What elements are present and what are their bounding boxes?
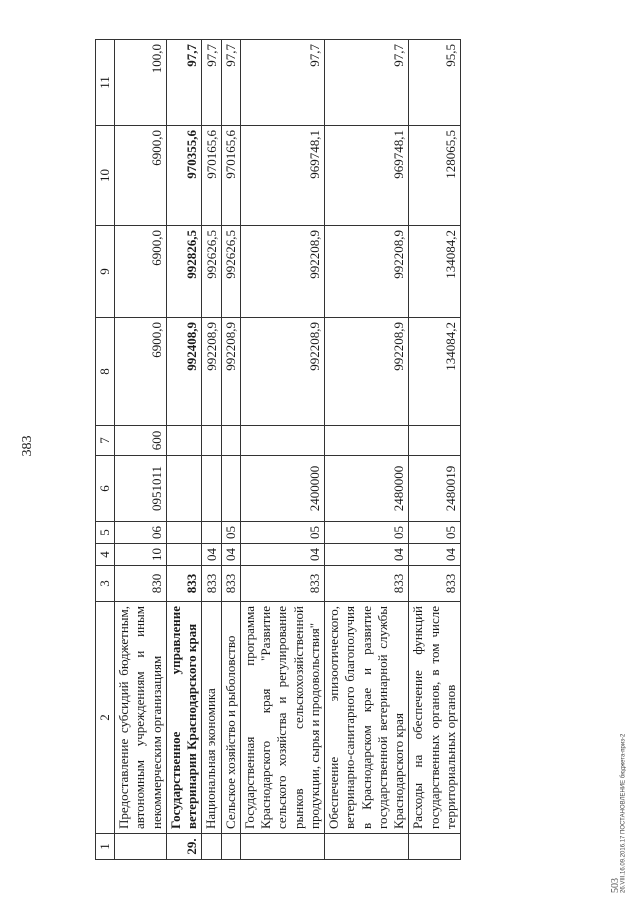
cell-col-6: 2480019: [409, 456, 461, 522]
cell-col-1: [221, 834, 240, 860]
table-body: [115, 40, 461, 860]
cell-col-11: 95,5: [409, 40, 461, 126]
cell-col-11: 97,7: [221, 40, 240, 126]
cell-col-3: 833: [409, 566, 461, 602]
cell-col-7: [325, 426, 409, 456]
cell-col-4: 04: [409, 544, 461, 566]
cell-col-1: [115, 834, 167, 860]
column-header-1: 1: [96, 834, 115, 860]
cell-col-1: [325, 834, 409, 860]
cell-col-5: 05: [409, 522, 461, 544]
cell-col-2: Сельское хозяйство и рыболовство: [221, 602, 240, 834]
cell-col-2: Расходы на обеспечение функций государственных органов, в том числе территориальных органов: [409, 602, 461, 834]
cell-col-9: 6900,0: [115, 226, 167, 318]
cell-col-8: 992208,9: [325, 318, 409, 426]
cell-col-6: [202, 456, 221, 522]
cell-col-4: 04: [325, 544, 409, 566]
cell-col-5: 05: [325, 522, 409, 544]
cell-col-8: 134084,2: [409, 318, 461, 426]
column-header-5: 5: [96, 522, 115, 544]
column-header-10: 10: [96, 126, 115, 226]
cell-col-2: Государственная программа Краснодарского края "Развитие сельского хозяйства и регулирование рынков сельскохозяйственной продукции, сырья и продовольствия": [240, 602, 324, 834]
cell-col-1: [202, 834, 221, 860]
cell-col-10: 6900,0: [115, 126, 167, 226]
cell-col-2: Предоставление субсидий бюджетным, автономным учреждениям и иным некоммерческим организациям: [115, 602, 167, 834]
table-row: [166, 40, 202, 860]
corner-mark: 503: [610, 878, 621, 893]
cell-col-9: 992626,5: [221, 226, 240, 318]
cell-col-11: 97,7: [240, 40, 324, 126]
cell-col-7: 600: [115, 426, 167, 456]
cell-col-4: 10: [115, 544, 167, 566]
cell-col-5: [202, 522, 221, 544]
cell-col-4: 04: [202, 544, 221, 566]
cell-col-9: 134084,2: [409, 226, 461, 318]
budget-table-stage: [95, 40, 611, 860]
table-row: [325, 40, 409, 860]
cell-col-2: Государственное управление ветеринарии Краснодарского края: [166, 602, 202, 834]
table-row: [221, 40, 240, 860]
cell-col-8: 992208,9: [202, 318, 221, 426]
cell-col-5: 05: [240, 522, 324, 544]
column-header-2: 2: [96, 602, 115, 834]
cell-col-4: [166, 544, 202, 566]
cell-col-11: 97,7: [202, 40, 221, 126]
cell-col-9: 992626,5: [202, 226, 221, 318]
cell-col-7: [221, 426, 240, 456]
cell-col-8: 992208,9: [240, 318, 324, 426]
cell-col-8: 992208,9: [221, 318, 240, 426]
cell-col-3: 833: [325, 566, 409, 602]
cell-col-2: Национальная экономика: [202, 602, 221, 834]
cell-col-3: 830: [115, 566, 167, 602]
table-row: [409, 40, 461, 860]
cell-col-7: [166, 426, 202, 456]
column-header-6: 6: [96, 456, 115, 522]
cell-col-1: 29.: [166, 834, 202, 860]
cell-col-5: 06: [115, 522, 167, 544]
cell-col-6: 2400000: [240, 456, 324, 522]
cell-col-7: [240, 426, 324, 456]
cell-col-4: 04: [221, 544, 240, 566]
cell-col-8: 6900,0: [115, 318, 167, 426]
cell-col-9: 992208,9: [325, 226, 409, 318]
cell-col-9: 992208,9: [240, 226, 324, 318]
cell-col-8: 992408,9: [166, 318, 202, 426]
cell-col-9: 992826,5: [166, 226, 202, 318]
budget-table: [95, 39, 461, 860]
cell-col-3: 833: [166, 566, 202, 602]
cell-col-10: 969748,1: [325, 126, 409, 226]
column-header-9: 9: [96, 226, 115, 318]
cell-col-10: 128065,5: [409, 126, 461, 226]
cell-col-6: [166, 456, 202, 522]
cell-col-3: 833: [221, 566, 240, 602]
cell-col-1: [409, 834, 461, 860]
cell-col-6: [221, 456, 240, 522]
cell-col-10: 970165,6: [202, 126, 221, 226]
header-row: [96, 40, 115, 860]
table-row: [115, 40, 167, 860]
cell-col-2: Обеспечение эпизоотического, ветеринарно-санитарного благополучия в Краснодарском крае и развитие государственной ветеринарной службы Краснодарского края: [325, 602, 409, 834]
page-number: 383: [20, 435, 35, 457]
cell-col-6: 2480000: [325, 456, 409, 522]
cell-col-7: [202, 426, 221, 456]
cell-col-5: 05: [221, 522, 240, 544]
cell-col-11: 100,0: [115, 40, 167, 126]
cell-col-6: 0951011: [115, 456, 167, 522]
cell-col-3: 833: [202, 566, 221, 602]
column-header-11: 11: [96, 40, 115, 126]
cell-col-4: 04: [240, 544, 324, 566]
cell-col-1: [240, 834, 324, 860]
table-row: [240, 40, 324, 860]
cell-col-10: 969748,1: [240, 126, 324, 226]
column-header-7: 7: [96, 426, 115, 456]
cell-col-5: [166, 522, 202, 544]
cell-col-3: 833: [240, 566, 324, 602]
table-row: [202, 40, 221, 860]
cell-col-10: 970165,6: [221, 126, 240, 226]
column-header-3: 3: [96, 566, 115, 602]
column-header-8: 8: [96, 318, 115, 426]
footer-text: 26.VIII.16.09.2016.17 ПОСТАНОВЛЕНИЕ бюджета-приз-2: [620, 733, 626, 893]
cell-col-11: 97,7: [166, 40, 202, 126]
cell-col-10: 970355,6: [166, 126, 202, 226]
column-header-4: 4: [96, 544, 115, 566]
cell-col-7: [409, 426, 461, 456]
cell-col-11: 97,7: [325, 40, 409, 126]
